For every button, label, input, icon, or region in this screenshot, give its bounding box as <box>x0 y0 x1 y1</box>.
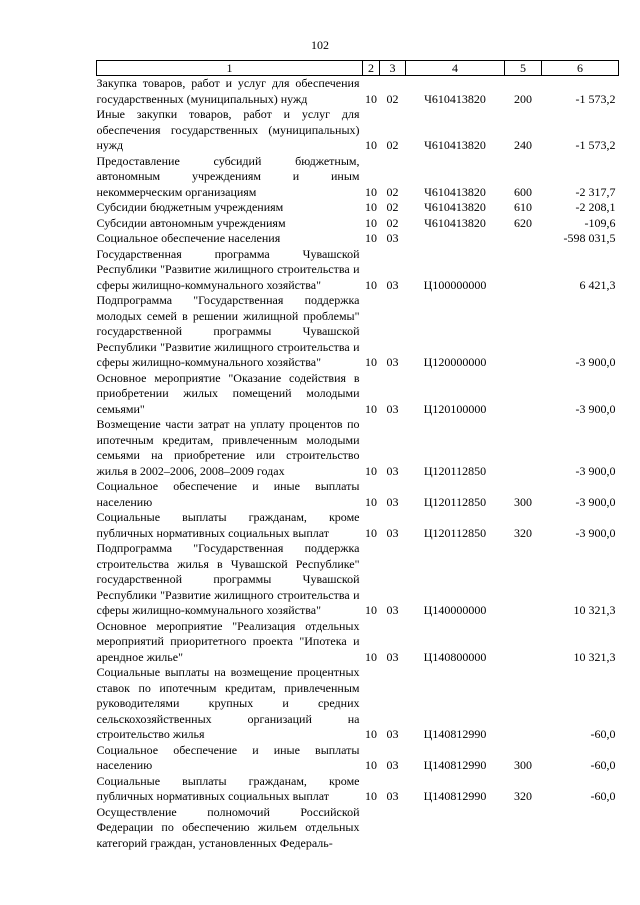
header-col-6: 6 <box>542 61 619 76</box>
row-target-article: Ц120112850 <box>423 463 487 478</box>
table-row <box>97 154 619 201</box>
table-row <box>97 665 619 743</box>
row-amount <box>542 805 619 852</box>
row-amount: 10 321,3 <box>573 649 616 664</box>
row-expense-type <box>505 665 542 743</box>
row-subsection: 03 <box>386 494 399 509</box>
table-body <box>97 76 619 852</box>
row-section: 10 <box>365 603 377 617</box>
row-subsection: 02 <box>386 138 399 152</box>
table-row <box>97 510 619 541</box>
row-target-article: Ч610413820 <box>424 184 486 199</box>
row-subsection: 02 <box>386 200 399 214</box>
row-amount: -1 573,2 <box>575 91 616 106</box>
row-section: 10 <box>365 91 377 106</box>
row-expense-type <box>505 293 542 371</box>
row-amount: 10 321,3 <box>573 603 616 617</box>
row-amount: -3 900,0 <box>575 355 616 369</box>
row-subsection: 02 <box>386 91 399 106</box>
table-row <box>97 76 619 108</box>
row-target-article: Ц120000000 <box>423 355 487 369</box>
row-amount: -3 900,0 <box>575 463 616 478</box>
table-row <box>97 417 619 479</box>
row-name: Социальное обеспечение и иные выплаты населению <box>96 742 360 772</box>
row-name: Субсидии автономным учреждениям <box>96 215 286 230</box>
row-amount: -60,0 <box>590 789 616 803</box>
row-expense-type: 300 <box>514 758 532 772</box>
row-section: 10 <box>365 184 377 199</box>
row-target-article: Ц140812990 <box>423 789 487 803</box>
table-row <box>97 247 619 294</box>
page-number: 102 <box>311 38 329 52</box>
table-row <box>97 200 619 216</box>
row-target-article: Ц120112850 <box>423 525 487 540</box>
row-target-article: Ц140812990 <box>423 727 487 741</box>
row-expense-type <box>505 417 542 479</box>
row-name: Социальное обеспечение населения <box>96 231 281 245</box>
row-section: 10 <box>365 215 377 230</box>
row-target-article: Ц120112850 <box>423 494 487 509</box>
row-subsection: 03 <box>386 277 399 292</box>
table-row <box>97 479 619 510</box>
table-header <box>97 61 619 76</box>
table-row <box>97 774 619 805</box>
row-name: Иные закупки товаров, работ и услуг для обеспечения государственных (муниципальных) нужд <box>96 107 360 152</box>
row-section: 10 <box>365 649 377 664</box>
row-amount: -109,6 <box>584 215 616 230</box>
row-name: Подпрограмма "Государственная поддержка строительства жилья в Чувашской Республике" государственной программы Чувашской Республики "Развитие жилищного строительства и сферы жилищно-коммунального хозяйства" <box>96 541 360 617</box>
row-section: 10 <box>365 138 377 152</box>
table-row <box>97 107 619 154</box>
row-expense-type: 600 <box>514 184 532 199</box>
row-target-article: Ц140800000 <box>423 649 487 664</box>
row-section: 10 <box>365 789 377 803</box>
table-row <box>97 231 619 247</box>
header-col-4: 4 <box>406 61 505 76</box>
row-name: Субсидии бюджетным учреждениям <box>96 200 284 214</box>
row-amount: -3 900,0 <box>575 494 616 509</box>
table-row <box>97 619 619 666</box>
row-name: Социальные выплаты на возмещение процентных ставок по ипотечным кредитам, привлеченным руководителями крупных и средних сельскохозяйственных организаций на строительство жилья <box>96 665 360 741</box>
row-section: 10 <box>365 525 377 540</box>
row-subsection: 03 <box>386 401 399 416</box>
row-target-article: Ц140000000 <box>423 603 487 617</box>
row-amount: -1 573,2 <box>575 138 616 152</box>
row-expense-type <box>505 619 542 666</box>
row-expense-type <box>505 247 542 294</box>
row-target-article <box>406 231 505 247</box>
row-name: Осуществление полномочий Российской Федерации по обеспечению жильем отдельных категорий граждан, установленных Федераль- <box>96 804 360 850</box>
row-target-article: Ц120100000 <box>423 401 487 416</box>
row-target-article: Ц140812990 <box>423 758 487 772</box>
row-name: Основное мероприятие "Оказание содействия в приобретении жилых помещений молодыми семьями" <box>96 370 360 416</box>
row-subsection: 03 <box>386 789 399 803</box>
header-col-1: 1 <box>97 61 363 76</box>
row-section: 10 <box>365 758 377 772</box>
row-section: 10 <box>365 277 377 292</box>
row-name: Предоставление субсидий бюджетным, автономным учреждениям и иным некоммерческим организациям <box>96 153 360 199</box>
row-expense-type <box>505 805 542 852</box>
budget-table <box>96 60 619 851</box>
row-amount: -2 317,7 <box>575 184 616 199</box>
table-row <box>97 541 619 619</box>
row-expense-type: 300 <box>514 494 532 509</box>
row-subsection <box>380 805 406 852</box>
row-section: 10 <box>365 200 377 214</box>
row-expense-type: 200 <box>514 91 532 106</box>
row-amount: -3 900,0 <box>575 401 616 416</box>
row-subsection: 03 <box>386 649 399 664</box>
row-section: 10 <box>365 727 377 741</box>
row-subsection: 03 <box>386 758 399 772</box>
header-col-5: 5 <box>505 61 542 76</box>
row-expense-type: 610 <box>514 200 532 214</box>
row-target-article: Ч610413820 <box>424 215 486 230</box>
row-target-article: Ч610413820 <box>424 138 486 152</box>
table-row <box>97 743 619 774</box>
row-name: Возмещение части затрат на уплату процентов по ипотечным кредитам, привлеченным молодыми семьями на приобретение или строительство жилья в 2002–2006, 2008–2009 годах <box>96 417 360 478</box>
row-name: Социальное обеспечение и иные выплаты населению <box>96 479 360 509</box>
row-section: 10 <box>365 231 377 245</box>
row-target-article: Ц100000000 <box>423 277 487 292</box>
row-expense-type: 320 <box>514 525 532 540</box>
row-expense-type: 240 <box>514 138 532 152</box>
row-section: 10 <box>365 355 377 369</box>
row-subsection: 03 <box>386 727 399 741</box>
row-subsection: 02 <box>386 184 399 199</box>
row-subsection: 03 <box>386 231 399 245</box>
header-col-3: 3 <box>380 61 406 76</box>
row-expense-type: 320 <box>514 789 532 803</box>
table-row <box>97 216 619 232</box>
row-name: Подпрограмма "Государственная поддержка молодых семей в решении жилищной проблемы" государственной программы Чувашской Республики "Развитие жилищного строительства и сферы жилищно-коммунального хозяйства" <box>96 293 360 369</box>
row-subsection: 02 <box>386 215 399 230</box>
row-section: 10 <box>365 401 377 416</box>
table-row <box>97 371 619 418</box>
row-target-article <box>406 805 505 852</box>
row-target-article: Ч610413820 <box>424 200 486 214</box>
row-amount: -598 031,5 <box>563 231 616 245</box>
row-name: Закупка товаров, работ и услуг для обеспечения государственных (муниципальных) нужд <box>96 76 360 106</box>
row-subsection: 03 <box>386 525 399 540</box>
table-row <box>97 805 619 852</box>
row-subsection: 03 <box>386 603 399 617</box>
row-section <box>363 805 380 852</box>
row-expense-type <box>505 231 542 247</box>
row-amount: 6 421,3 <box>579 277 616 292</box>
row-name: Основное мероприятие "Реализация отдельных мероприятий приоритетного проекта "Ипотека и арендное жилье" <box>96 618 360 664</box>
row-name: Государственная программа Чувашской Республики "Развитие жилищного строительства и сферы жилищно-коммунального хозяйства" <box>96 246 360 292</box>
table-row <box>97 293 619 371</box>
row-section: 10 <box>365 463 377 478</box>
row-name: Социальные выплаты гражданам, кроме публичных нормативных социальных выплат <box>96 773 360 803</box>
row-amount: -60,0 <box>590 758 616 772</box>
row-subsection: 03 <box>386 463 399 478</box>
row-amount: -3 900,0 <box>575 525 616 540</box>
row-target-article: Ч610413820 <box>424 91 486 106</box>
row-section: 10 <box>365 494 377 509</box>
row-amount: -60,0 <box>590 727 616 741</box>
row-amount: -2 208,1 <box>575 200 616 214</box>
row-subsection: 03 <box>386 355 399 369</box>
header-col-2: 2 <box>363 61 380 76</box>
row-expense-type: 620 <box>514 215 532 230</box>
row-name: Социальные выплаты гражданам, кроме публичных нормативных социальных выплат <box>96 510 360 540</box>
row-expense-type <box>505 371 542 418</box>
row-expense-type <box>505 541 542 619</box>
